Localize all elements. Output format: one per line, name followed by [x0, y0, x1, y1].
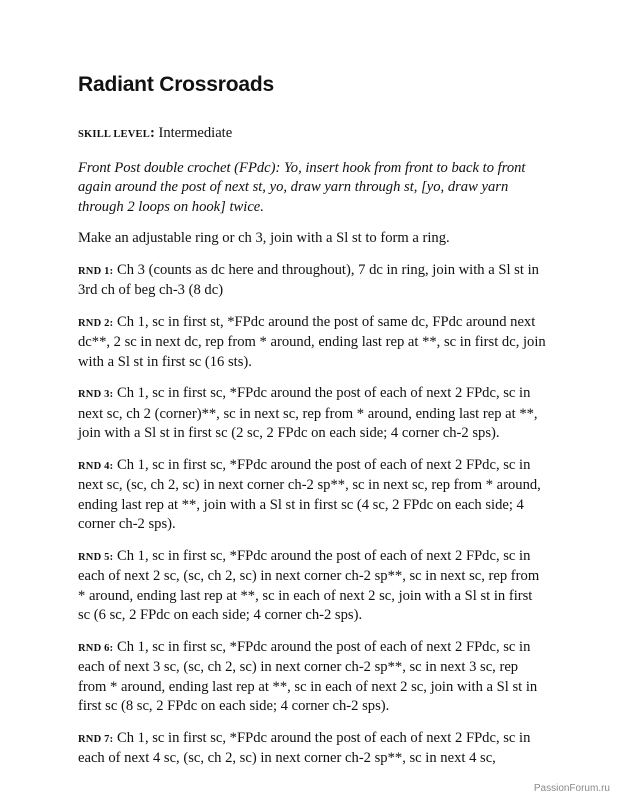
round-3 — [78, 384, 548, 444]
skill-level-label: SKILL LEVEL — [78, 129, 150, 140]
fpdc-definition: Front Post double crochet (FPdc): Yo, insert hook from front to back to front again around the post of next st, yo, draw yarn through st, [yo, draw yarn through 2 loops on hook] twice. — [78, 159, 526, 215]
round-text: Ch 3 (counts as dc here and throughout), 7 dc in ring, join with a Sl st in 3rd ch of beg ch-3 (8 dc) — [78, 261, 539, 298]
skill-level-value: Intermediate — [158, 125, 233, 141]
round-label: RND 1: — [78, 265, 114, 277]
page-title: Radiant Crossroads — [78, 73, 274, 96]
round-label: RND 3: — [78, 389, 114, 400]
round-7 — [78, 729, 548, 769]
round-1 — [78, 261, 548, 301]
watermark: PassionForum.ru — [533, 783, 610, 794]
round-text: Ch 1, sc in first sc, *FPdc around the post of each of next 2 FPdc, sc in next sc, (sc, ch 2, sc) in next corner ch-2 sp**, sc in next sc, rep from * around, ending last rep at **, join with a Sl st in first sc (4 sc, 2 FPdc on each side; 4 corner ch-2 sps). — [78, 456, 541, 532]
round-text: Ch 1, sc in first st, *FPdc around the post of same dc, FPdc around next dc**, 2 sc in next dc, rep from * around, ending last rep at **, sc in first dc, join with a Sl st in first sc (16 sts). — [78, 313, 546, 370]
round-text: Ch 1, sc in first sc, *FPdc around the post of each of next 2 FPdc, sc in each of next 3 sc, (sc, ch 2, sc) in next corner ch-2 sp**, sc in next 3 sc, rep from * around, ending last rep at **, sc in each of next 2 sc, join with a Sl st in first sc (8 sc, 2 FPdc on each side; 4 corner ch-2 sps). — [78, 638, 538, 714]
skill-level — [78, 124, 548, 145]
skill-level-colon: : — [149, 125, 159, 141]
round-label: RND 6: — [78, 642, 114, 654]
pattern-page — [78, 72, 548, 781]
round-text: Ch 1, sc in first sc, *FPdc around the post of each of next 2 FPdc, sc in next sc, ch 2 (corner)**, sc in next sc, rep from * around, ending last rep at **, join with a Sl st in first sc (2 sc, 2 FPdc on each side; 4 corner ch-2 sps). — [78, 385, 538, 441]
round-text: Ch 1, sc in first sc, *FPdc around the post of each of next 2 FPdc, sc in each of next 4 sc, (sc, ch 2, sc) in next corner ch-2 sp**, sc in next 4 sc, — [78, 729, 531, 766]
round-label: RND 5: — [78, 551, 114, 563]
round-4 — [78, 456, 548, 535]
round-label: RND 2: — [78, 317, 114, 329]
round-6 — [78, 638, 548, 717]
round-label: RND 7: — [78, 733, 114, 745]
round-2 — [78, 313, 548, 373]
round-text: Ch 1, sc in first sc, *FPdc around the post of each of next 2 FPdc, sc in each of next 2 sc, (sc, ch 2, sc) in next corner ch-2 sp**, sc in next sc, rep from * around, ending last rep at **, sc in each of next 2 sc, join with a Sl st in first sc (6 sc, 2 FPdc on each side; 4 corner ch-2 sps). — [78, 547, 540, 623]
intro-instruction: Make an adjustable ring or ch 3, join with a Sl st to form a ring. — [78, 230, 450, 246]
round-label: RND 4: — [78, 460, 114, 472]
round-5 — [78, 547, 548, 626]
